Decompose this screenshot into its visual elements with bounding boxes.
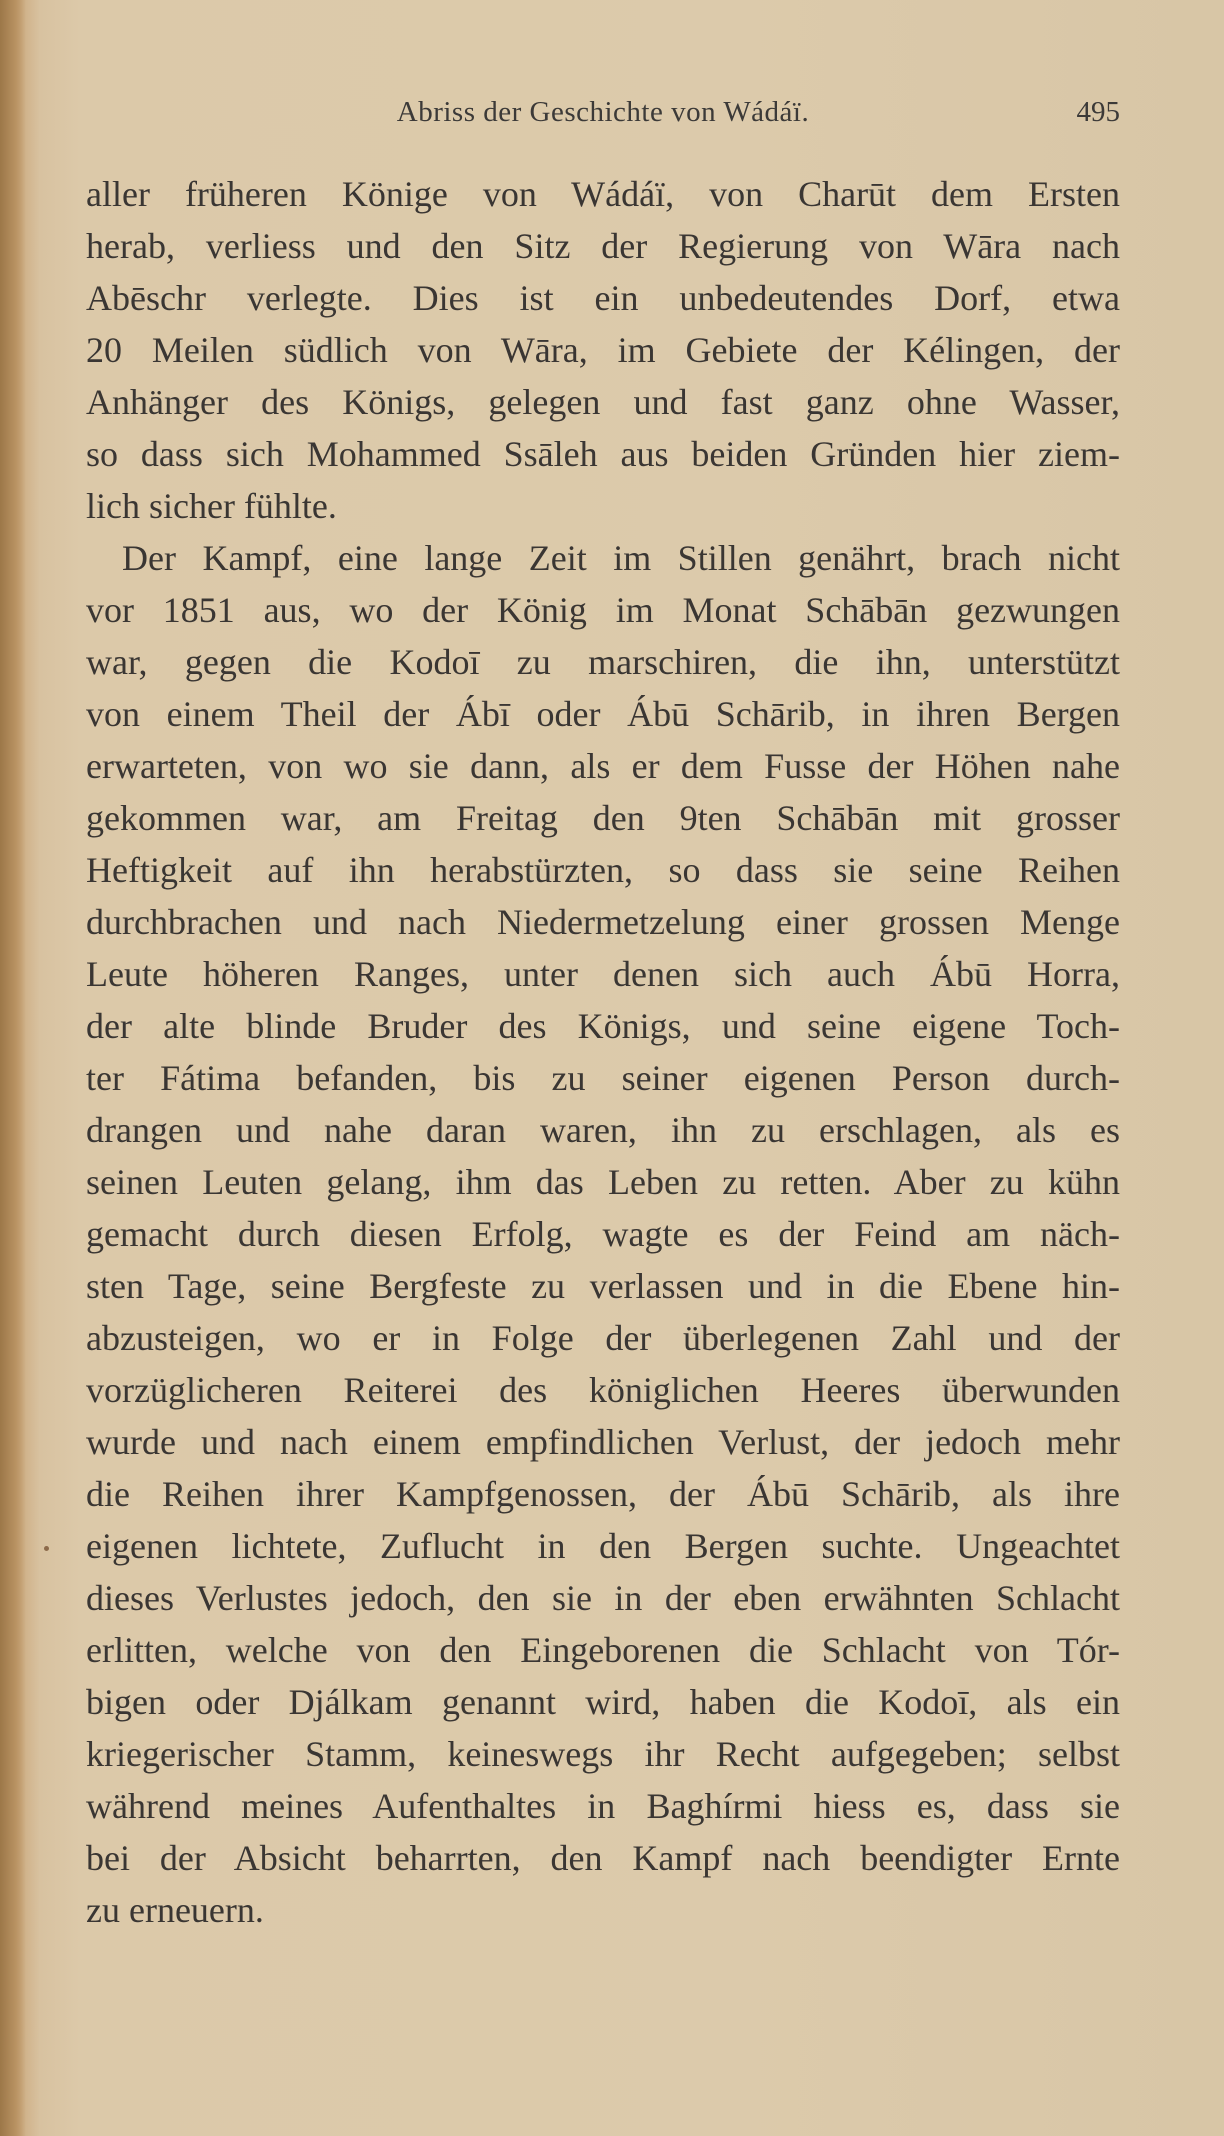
text-line: vor 1851 aus, wo der König im Monat Schābān gezwungen <box>86 590 1120 630</box>
text-line: eigenen lichtete, Zuflucht in den Bergen suchte. Ungeachtet <box>86 1526 1120 1566</box>
text-line: herab, verliess und den Sitz der Regierung von Wāra nach <box>86 226 1120 266</box>
text-line: drangen und nahe daran waren, ihn zu erschlagen, als es <box>86 1110 1120 1150</box>
text-line: während meines Aufenthaltes in Baghírmi hiess es, dass sie <box>86 1786 1120 1826</box>
text-line: Heftigkeit auf ihn herabstürzten, so dass sie seine Reihen <box>86 850 1120 890</box>
text-line: lich sicher fühlte. <box>86 486 337 526</box>
text-line: vorzüglicheren Reiterei des königlichen Heeres überwunden <box>86 1370 1120 1410</box>
text-line: gemacht durch diesen Erfolg, wagte es der Feind am näch- <box>86 1214 1120 1254</box>
text-line: wurde und nach einem empfindlichen Verlust, der jedoch mehr <box>86 1422 1120 1462</box>
running-header <box>86 96 1120 138</box>
text-line: durchbrachen und nach Niedermetzelung einer grossen Menge <box>86 902 1120 942</box>
text-line: dieses Verlustes jedoch, den sie in der eben erwähnten Schlacht <box>86 1578 1120 1618</box>
page-number: 495 <box>1076 96 1120 128</box>
text-line: kriegerischer Stamm, keineswegs ihr Recht aufgegeben; selbst <box>86 1734 1120 1774</box>
text-line: war, gegen die Kodoī zu marschiren, die ihn, unterstützt <box>86 642 1120 682</box>
paragraph-first-line: Der Kampf, eine lange Zeit im Stillen genährt, brach nicht <box>122 538 1120 578</box>
text-line: so dass sich Mohammed Ssāleh aus beiden Gründen hier ziem- <box>86 434 1120 474</box>
body-text <box>86 168 1120 1936</box>
text-line: sten Tage, seine Bergfeste zu verlassen und in die Ebene hin- <box>86 1266 1120 1306</box>
text-line: bigen oder Djálkam genannt wird, haben die Kodoī, als ein <box>86 1682 1120 1722</box>
margin-mark <box>44 1546 49 1551</box>
text-line: die Reihen ihrer Kampfgenossen, der Ábū Schārib, als ihre <box>86 1474 1120 1514</box>
text-line: Leute höheren Ranges, unter denen sich auch Ábū Horra, <box>86 954 1120 994</box>
text-line: gekommen war, am Freitag den 9ten Schābān mit grosser <box>86 798 1120 838</box>
text-line: ter Fátima befanden, bis zu seiner eigenen Person durch- <box>86 1058 1120 1098</box>
text-line: 20 Meilen südlich von Wāra, im Gebiete der Kélingen, der <box>86 330 1120 370</box>
text-line: abzusteigen, wo er in Folge der überlegenen Zahl und der <box>86 1318 1120 1358</box>
text-line: von einem Theil der Ábī oder Ábū Schārib, in ihren Bergen <box>86 694 1120 734</box>
text-line: Abēschr verlegte. Dies ist ein unbedeutendes Dorf, etwa <box>86 278 1120 318</box>
page-spine-shadow <box>0 0 26 2136</box>
text-line: erlitten, welche von den Eingeborenen die Schlacht von Tór- <box>86 1630 1120 1670</box>
text-line: aller früheren Könige von Wádáï, von Charūt dem Ersten <box>86 174 1120 214</box>
running-title: Abriss der Geschichte von Wádáï. <box>396 96 810 128</box>
text-line: erwarteten, von wo sie dann, als er dem Fusse der Höhen nahe <box>86 746 1120 786</box>
text-line: zu erneuern. <box>86 1890 264 1930</box>
text-line: Anhänger des Königs, gelegen und fast ganz ohne Wasser, <box>86 382 1120 422</box>
text-line: bei der Absicht beharrten, den Kampf nach beendigter Ernte <box>86 1838 1120 1878</box>
text-line: seinen Leuten gelang, ihm das Leben zu retten. Aber zu kühn <box>86 1162 1120 1202</box>
text-line: der alte blinde Bruder des Königs, und seine eigene Toch- <box>86 1006 1120 1046</box>
